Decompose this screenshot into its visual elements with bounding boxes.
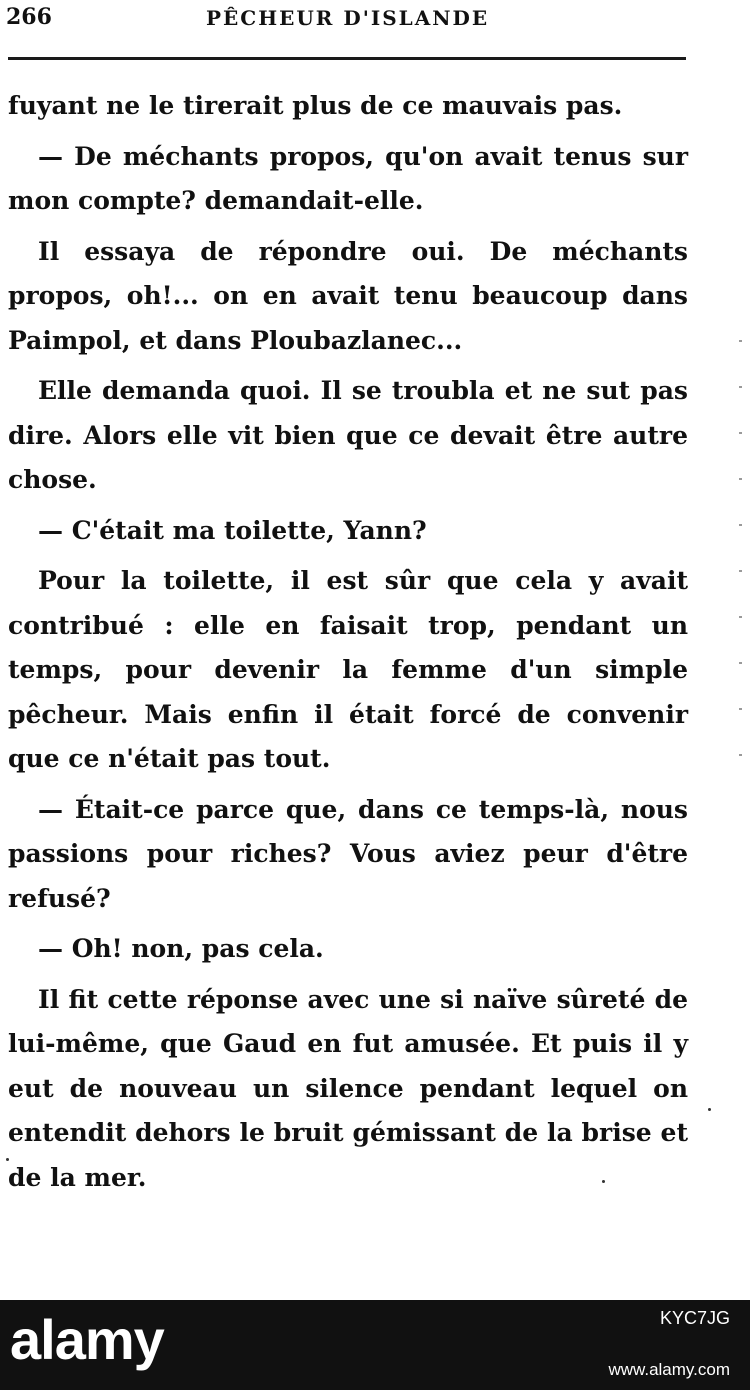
page-number: 266	[6, 4, 52, 30]
body-text	[8, 84, 688, 1206]
paragraph: — De méchants propos, qu'on avait tenus sur mon compte? demandait-elle.	[8, 141, 688, 215]
paragraph: Il essaya de répondre oui. De méchants propos, oh!... on en avait tenu beaucoup dans Paimpol, et dans Ploubazlanec...	[8, 236, 688, 355]
image-id: KYC7JG	[659, 1308, 730, 1328]
book-title: PÊCHEUR D'ISLANDE	[206, 6, 490, 30]
paragraph: — Était-ce parce que, dans ce temps-là, nous passions pour riches? Vous aviez peur d'être refusé?	[8, 794, 688, 913]
scan-speck	[6, 1158, 9, 1161]
watermark-bar	[0, 1300, 750, 1390]
paragraph: — C'était ma toilette, Yann?	[38, 515, 427, 545]
scan-speck	[602, 1180, 605, 1183]
paragraph: Pour la toilette, il est sûr que cela y avait contribué : elle en faisait trop, pendant un temps, pour devenir la femme d'un simple pêcheur. Mais enfin il était forcé de convenir que ce n'était pas tout.	[8, 566, 688, 773]
header-rule	[8, 57, 686, 60]
watermark-url: www.alamy.com	[608, 1360, 730, 1379]
paragraph: Il fit cette réponse avec une si naïve sûreté de lui-même, que Gaud en fut amusée. Et puis il y eut de nouveau un silence pendant lequel on entendit dehors le bruit gémissant de la brise et de la mer.	[8, 984, 688, 1192]
alamy-logo: alamy	[10, 1308, 164, 1371]
paragraph: Elle demanda quoi. Il se troubla et ne sut pas dire. Alors elle vit bien que ce devait être autre chose.	[8, 376, 688, 494]
paragraph: — Oh! non, pas cela.	[38, 934, 324, 963]
scan-speck	[708, 1108, 711, 1111]
paragraph: fuyant ne le tirerait plus de ce mauvais pas.	[8, 91, 623, 120]
margin-scan-marks	[735, 340, 747, 840]
running-head	[6, 4, 686, 32]
